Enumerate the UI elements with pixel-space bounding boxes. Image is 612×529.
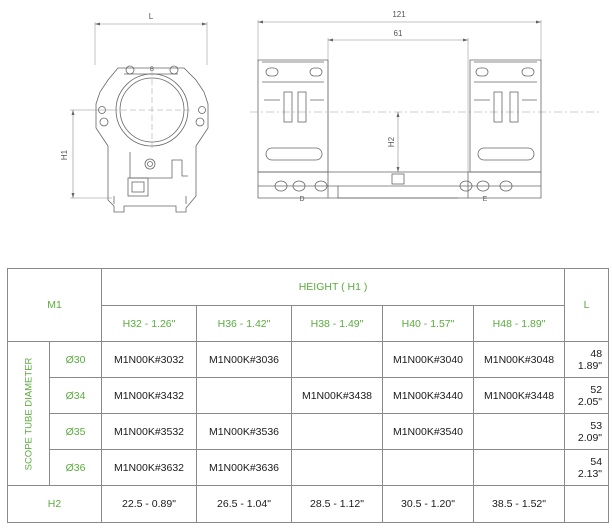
part-number-cell: M1N00K#3636 bbox=[197, 450, 292, 486]
h2-value-cell: 26.5 - 1.04" bbox=[197, 486, 292, 523]
l-value-cell: 53 2.09" bbox=[565, 414, 609, 450]
part-number-cell: M1N00K#3536 bbox=[197, 414, 292, 450]
mark-D: D bbox=[299, 196, 305, 203]
part-number-cell: M1N00K#3438 bbox=[292, 378, 383, 414]
part-number-cell: M1N00K#3532 bbox=[102, 414, 197, 450]
h2-value-cell: 38.5 - 1.52" bbox=[474, 486, 565, 523]
h2-label: H2 bbox=[8, 486, 102, 523]
part-number-cell: M1N00K#3048 bbox=[474, 342, 565, 378]
h2-row bbox=[8, 486, 609, 523]
table-row bbox=[8, 378, 609, 414]
dim-inner-label: 61 bbox=[393, 29, 403, 38]
dim-H2-label: H2 bbox=[387, 136, 396, 148]
height-header: HEIGHT ( H1 ) bbox=[102, 269, 565, 306]
part-number-cell bbox=[383, 450, 474, 486]
part-number-cell bbox=[474, 414, 565, 450]
technical-drawing bbox=[0, 0, 612, 240]
diameter-cell: Ø35 bbox=[50, 414, 102, 450]
front-view bbox=[70, 22, 208, 212]
part-number-cell: M1N00K#3440 bbox=[383, 378, 474, 414]
l-value-cell: 48 1.89" bbox=[565, 342, 609, 378]
l-header: L bbox=[565, 269, 609, 342]
l-value-cell: 54 2.13" bbox=[565, 450, 609, 486]
part-number-cell: M1N00K#3448 bbox=[474, 378, 565, 414]
part-number-cell: M1N00K#3040 bbox=[383, 342, 474, 378]
height-col-header: H32 - 1.26" bbox=[102, 306, 197, 342]
scope-tube-diameter-label: SCOPE TUBE DIAMETER bbox=[8, 342, 50, 486]
height-col-header: H38 - 1.49" bbox=[292, 306, 383, 342]
mark-B: B bbox=[149, 67, 155, 73]
diameter-cell: Ø34 bbox=[50, 378, 102, 414]
diameter-cell: Ø36 bbox=[50, 450, 102, 486]
spec-table bbox=[7, 268, 609, 523]
height-col-header: H40 - 1.57" bbox=[383, 306, 474, 342]
dim-L-label: L bbox=[148, 12, 154, 21]
height-col-header: H48 - 1.89" bbox=[474, 306, 565, 342]
part-number-cell: M1N00K#3032 bbox=[102, 342, 197, 378]
h2-empty-cell bbox=[565, 486, 609, 523]
h2-value-cell: 30.5 - 1.20" bbox=[383, 486, 474, 523]
header-row bbox=[8, 269, 609, 306]
table-row bbox=[8, 450, 609, 486]
h2-value-cell: 28.5 - 1.12" bbox=[292, 486, 383, 523]
part-number-cell bbox=[474, 450, 565, 486]
l-value-cell: 52 2.05" bbox=[565, 378, 609, 414]
part-number-cell bbox=[292, 450, 383, 486]
side-view bbox=[250, 20, 600, 198]
part-number-cell: M1N00K#3036 bbox=[197, 342, 292, 378]
part-number-cell bbox=[197, 378, 292, 414]
dim-total-label: 121 bbox=[392, 10, 406, 19]
part-number-cell bbox=[292, 414, 383, 450]
h2-value-cell: 22.5 - 0.89" bbox=[102, 486, 197, 523]
height-col-header: H36 - 1.42" bbox=[197, 306, 292, 342]
dim-H1-label: H1 bbox=[60, 149, 69, 161]
part-number-cell: M1N00K#3432 bbox=[102, 378, 197, 414]
part-number-cell bbox=[292, 342, 383, 378]
table-row bbox=[8, 414, 609, 450]
diameter-cell: Ø30 bbox=[50, 342, 102, 378]
part-number-cell: M1N00K#3540 bbox=[383, 414, 474, 450]
corner-label: M1 bbox=[8, 269, 102, 342]
part-number-cell: M1N00K#3632 bbox=[102, 450, 197, 486]
table-row bbox=[8, 342, 609, 378]
mark-E: E bbox=[482, 196, 488, 203]
